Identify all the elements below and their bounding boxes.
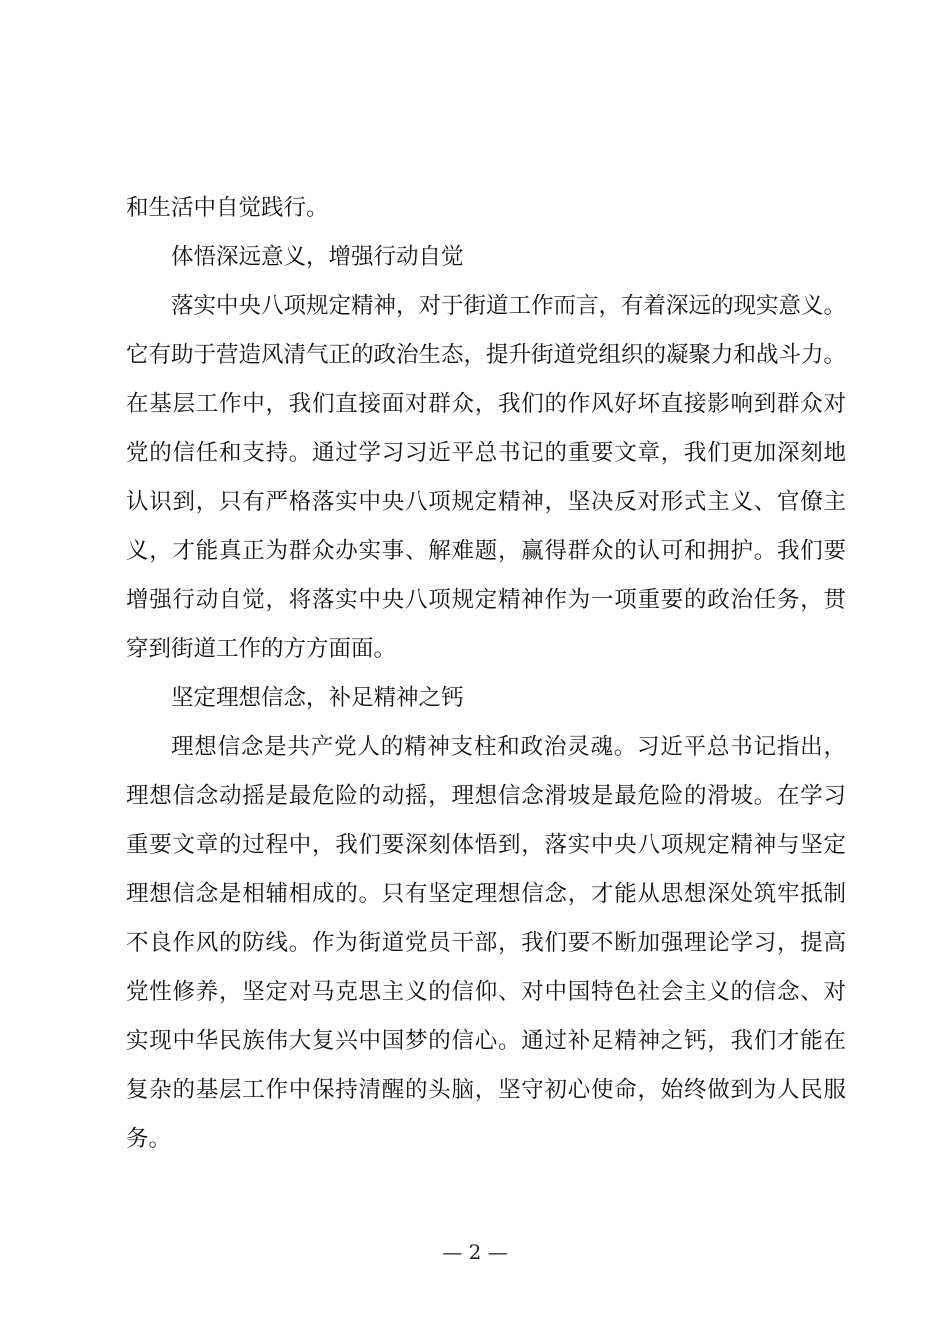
section-heading: 体悟深远意义，增强行动自觉 xyxy=(171,244,464,270)
paragraph-line: 义，才能真正为群众办实事、解难题，赢得群众的认可和拥护。我们要 xyxy=(126,538,846,564)
page-number: — 2 — xyxy=(442,1240,508,1264)
section-heading: 坚定理想信念，补足精神之钙 xyxy=(171,685,464,711)
paragraph-line: 认识到，只有严格落实中央八项规定精神，坚决反对形式主义、官僚主 xyxy=(126,489,846,515)
paragraph-line: 重要文章的过程中，我们要深刻体悟到，落实中央八项规定精神与坚定 xyxy=(126,832,846,858)
paragraph-line: 理想信念是相辅相成的。只有坚定理想信念，才能从思想深处筑牢抵制 xyxy=(126,881,846,907)
paragraph-line: 党性修养，坚定对马克思主义的信仰、对中国特色社会主义的信念、对 xyxy=(126,979,846,1005)
paragraph-line: 它有助于营造风清气正的政治生态，提升街道党组织的凝聚力和战斗力。 xyxy=(126,342,847,368)
paragraph-line: 理想信念是共产党人的精神支柱和政治灵魂。习近平总书记指出， xyxy=(171,734,846,760)
paragraph-line: 党的信任和支持。通过学习习近平总书记的重要文章，我们更加深刻地 xyxy=(126,440,846,466)
paragraph-line: 务。 xyxy=(126,1126,172,1152)
document-body xyxy=(126,184,846,1164)
paragraph-line: 增强行动自觉，将落实中央八项规定精神作为一项重要的政治任务，贯 xyxy=(126,587,846,613)
paragraph-line: 穿到街道工作的方方面面。 xyxy=(126,636,397,662)
paragraph-line: 不良作风的防线。作为街道党员干部，我们要不断加强理论学习，提高 xyxy=(126,930,846,956)
paragraph-line: 实现中华民族伟大复兴中国梦的信心。通过补足精神之钙，我们才能在 xyxy=(126,1028,846,1054)
paragraph-line: 落实中央八项规定精神，对于街道工作而言，有着深远的现实意义。 xyxy=(171,293,847,319)
paragraph-line: 复杂的基层工作中保持清醒的头脑，坚守初心使命，始终做到为人民服 xyxy=(126,1077,846,1103)
paragraph-line: 和生活中自觉践行。 xyxy=(126,195,329,221)
paragraph-line: 理想信念动摇是最危险的动摇，理想信念滑坡是最危险的滑坡。在学习 xyxy=(126,783,846,809)
paragraph-line: 在基层工作中，我们直接面对群众，我们的作风好坏直接影响到群众对 xyxy=(126,391,846,417)
